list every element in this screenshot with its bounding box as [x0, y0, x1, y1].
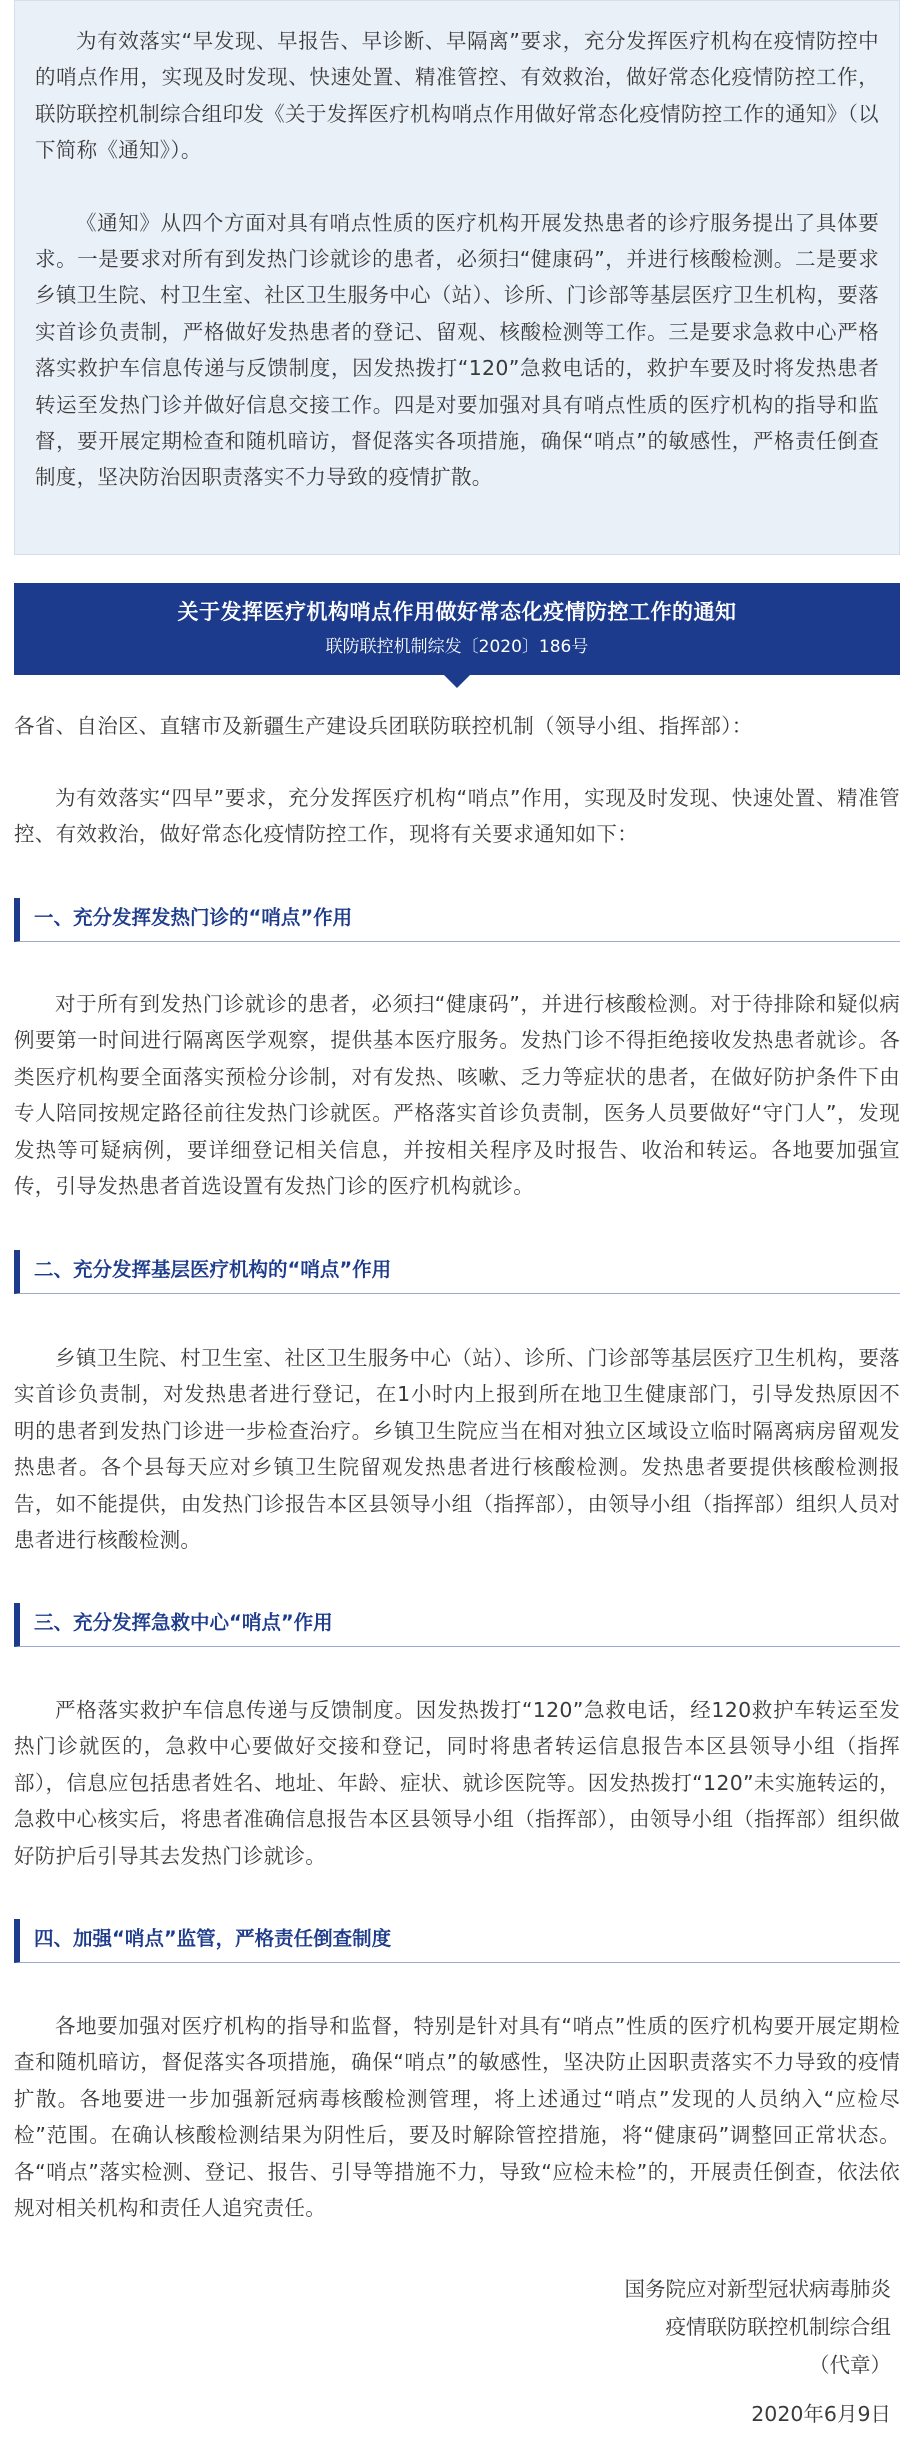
notice-title-banner: [14, 583, 900, 675]
section-body-3: 严格落实救护车信息传递与反馈制度。因发热拨打“120”急救电话，经120救护车转运至发热门诊就医的，急救中心要做好交接和登记，同时将患者转运信息报告本区县领导小组（指挥部），信息应包括患者姓名、地址、年龄、症状、就诊医院等。因发热拨打“120”未实施转运的，急救中心核实后，将患者准确信息报告本区县领导小组（指挥部），由领导小组（指挥部）组织做好防护后引导其去发热门诊就诊。: [14, 1698, 900, 1868]
signature-line-1: 国务院应对新型冠状病毒肺炎: [624, 2277, 891, 2301]
section-heading-3: 三、充分发挥急救中心“哨点”作用: [14, 1603, 900, 1647]
notice-title: 关于发挥医疗机构哨点作用做好常态化疫情防控工作的通知: [177, 600, 737, 624]
intro-summary-box: [14, 0, 900, 555]
signature-seal-note: （代章）: [809, 2353, 891, 2377]
section-body-2: 乡镇卫生院、村卫生室、社区卫生服务中心（站）、诊所、门诊部等基层医疗卫生机构，要落实首诊负责制，对发热患者进行登记，在1小时内上报到所在地卫生健康部门，引导发热原因不明的患者到发热门诊进一步检查治疗。乡镇卫生院应当在相对独立区域设立临时隔离病房留观发热患者。各个县每天应对乡镇卫生院留观发热患者进行核酸检测。发热患者要提供核酸检测报告，如不能提供，由发热门诊报告本区县领导小组（指挥部），由领导小组（指挥部）组织人员对患者进行核酸检测。: [14, 1346, 900, 1553]
section-heading-1: 一、充分发挥发热门诊的“哨点”作用: [14, 898, 900, 942]
section-body-4: 各地要加强对医疗机构的指导和监督，特别是针对具有“哨点”性质的医疗机构要开展定期检查和随机暗访，督促落实各项措施，确保“哨点”的敏感性，坚决防止因职责落实不力导致的疫情扩散。各地要进一步加强新冠病毒核酸检测管理，将上述通过“哨点”发现的人员纳入“应检尽检”范围。在确认核酸检测结果为阴性后，要及时解除管控措施，将“健康码”调整回正常状态。各“哨点”落实检测、登记、报告、引导等措施不力，导致“应检未检”的，开展责任倒查，依法依规对相关机构和责任人追究责任。: [14, 2014, 900, 2221]
intro-paragraph-2: 《通知》从四个方面对具有哨点性质的医疗机构开展发热患者的诊疗服务提出了具体要求。一是要求对所有到发热门诊就诊的患者，必须扫“健康码”，并进行核酸检测。二是要求乡镇卫生院、村卫生室、社区卫生服务中心（站）、诊所、门诊部等基层医疗卫生机构，要落实首诊负责制，严格做好发热患者的登记、留观、核酸检测等工作。三是要求急救中心严格落实救护车信息传递与反馈制度，因发热拨打“120”急救电话的，救护车要及时将发热患者转运至发热门诊并做好信息交接工作。四是对要加强对具有哨点性质的医疗机构的指导和监督，要开展定期检查和随机暗访，督促落实各项措施，确保“哨点”的敏感性，严格责任倒查制度，坚决防治因职责落实不力导致的疫情扩散。: [35, 210, 879, 490]
section-body-1: 对于所有到发热门诊就诊的患者，必须扫“健康码”，并进行核酸检测。对于待排除和疑似病例要第一时间进行隔离医学观察，提供基本医疗服务。发热门诊不得拒绝接收发热患者就诊。各类医疗机构要全面落实预检分诊制，对有发热、咳嗽、乏力等症状的患者，在做好防护条件下由专人陪同按规定路径前往发热门诊就医。严格落实首诊负责制，医务人员要做好“守门人”，发现发热等可疑病例，要详细登记相关信息，并按相关程序及时报告、收治和转运。各地要加强宣传，引导发热患者首选设置有发热门诊的医疗机构就诊。: [14, 992, 900, 1199]
signature-date: 2020年6月9日: [751, 2402, 891, 2426]
section-heading-4: 四、加强“哨点”监管，严格责任倒查制度: [14, 1919, 900, 1963]
intro-paragraph-1: 为有效落实“早发现、早报告、早诊断、早隔离”要求，充分发挥医疗机构在疫情防控中的哨点作用，实现及时发现、快速处置、精准管控、有效救治，做好常态化疫情防控工作，联防联控机制综合组印发《关于发挥医疗机构哨点作用做好常态化疫情防控工作的通知》（以下简称《通知》）。: [35, 29, 879, 163]
document-number: 联防联控机制综发〔2020〕186号: [325, 637, 589, 657]
salutation: 各省、自治区、直辖市及新疆生产建设兵团联防联控机制（领导小组、指挥部）：: [14, 714, 753, 738]
opening-paragraph: 为有效落实“四早”要求，充分发挥医疗机构“哨点”作用，实现及时发现、快速处置、精准管控、有效救治，做好常态化疫情防控工作，现将有关要求通知如下：: [14, 786, 900, 847]
section-heading-2: 二、充分发挥基层医疗机构的“哨点”作用: [14, 1250, 900, 1294]
signature-line-2: 疫情联防联控机制综合组: [665, 2315, 891, 2339]
